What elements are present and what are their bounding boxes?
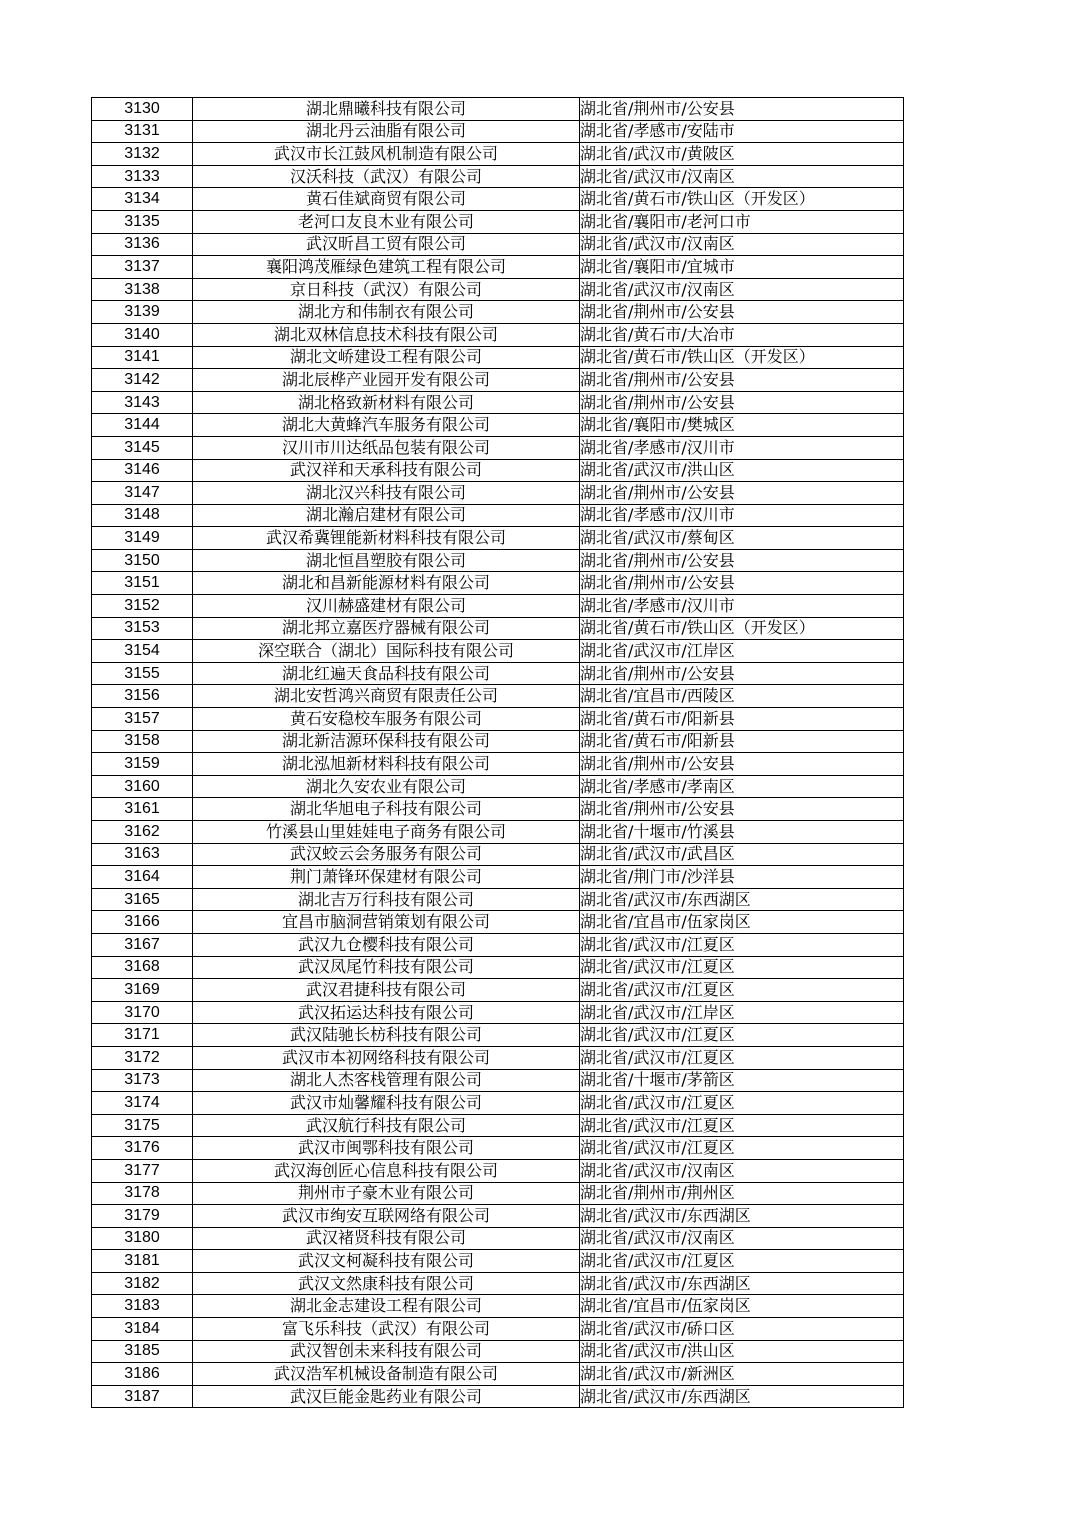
region: 湖北省/孝感市/汉川市	[580, 436, 904, 459]
company-name: 富飞乐科技（武汉）有限公司	[193, 1318, 580, 1341]
row-number: 3130	[92, 98, 193, 121]
row-number: 3164	[92, 866, 193, 889]
company-name: 深空联合（湖北）国际科技有限公司	[193, 640, 580, 663]
table-row	[92, 1114, 904, 1137]
table-row	[92, 414, 904, 437]
table-row	[92, 640, 904, 663]
company-name: 武汉智创未来科技有限公司	[193, 1340, 580, 1363]
row-number: 3177	[92, 1159, 193, 1182]
company-name: 武汉拓运达科技有限公司	[193, 1001, 580, 1024]
table-row	[92, 572, 904, 595]
row-number: 3147	[92, 482, 193, 505]
company-name: 湖北邦立嘉医疗器械有限公司	[193, 617, 580, 640]
row-number: 3169	[92, 979, 193, 1002]
region: 湖北省/荆州市/公安县	[580, 549, 904, 572]
row-number: 3148	[92, 504, 193, 527]
region: 湖北省/武汉市/黄陂区	[580, 143, 904, 166]
company-name: 汉川市川达纸品包装有限公司	[193, 436, 580, 459]
region: 湖北省/荆门市/沙洋县	[580, 866, 904, 889]
table-row	[92, 1001, 904, 1024]
row-number: 3139	[92, 301, 193, 324]
row-number: 3183	[92, 1295, 193, 1318]
table-row	[92, 1182, 904, 1205]
row-number: 3157	[92, 708, 193, 731]
region: 湖北省/武汉市/新洲区	[580, 1363, 904, 1386]
region: 湖北省/武汉市/汉南区	[580, 278, 904, 301]
table-row	[92, 278, 904, 301]
row-number: 3138	[92, 278, 193, 301]
region: 湖北省/武汉市/江岸区	[580, 1001, 904, 1024]
row-number: 3179	[92, 1205, 193, 1228]
region: 湖北省/武汉市/洪山区	[580, 459, 904, 482]
company-name: 湖北金志建设工程有限公司	[193, 1295, 580, 1318]
company-name: 湖北恒昌塑胶有限公司	[193, 549, 580, 572]
region: 湖北省/十堰市/竹溪县	[580, 821, 904, 844]
table-row	[92, 1159, 904, 1182]
company-name: 武汉市闽鄂科技有限公司	[193, 1137, 580, 1160]
company-name: 武汉文然康科技有限公司	[193, 1272, 580, 1295]
company-name: 汉沃科技（武汉）有限公司	[193, 165, 580, 188]
row-number: 3152	[92, 595, 193, 618]
row-number: 3175	[92, 1114, 193, 1137]
row-number: 3149	[92, 527, 193, 550]
company-name: 湖北文峤建设工程有限公司	[193, 346, 580, 369]
region: 湖北省/武汉市/汉南区	[580, 233, 904, 256]
region: 湖北省/荆州市/公安县	[580, 482, 904, 505]
company-name: 武汉希冀锂能新材料科技有限公司	[193, 527, 580, 550]
company-name: 湖北人杰客栈管理有限公司	[193, 1069, 580, 1092]
row-number: 3140	[92, 323, 193, 346]
region: 湖北省/襄阳市/樊城区	[580, 414, 904, 437]
region: 湖北省/荆州市/公安县	[580, 798, 904, 821]
table-row	[92, 323, 904, 346]
row-number: 3187	[92, 1385, 193, 1408]
table-row	[92, 436, 904, 459]
company-name: 武汉褚贤科技有限公司	[193, 1227, 580, 1250]
row-number: 3174	[92, 1092, 193, 1115]
row-number: 3172	[92, 1046, 193, 1069]
row-number: 3150	[92, 549, 193, 572]
region: 湖北省/武汉市/蔡甸区	[580, 527, 904, 550]
row-number: 3166	[92, 911, 193, 934]
table-row	[92, 753, 904, 776]
region: 湖北省/黄石市/铁山区（开发区）	[580, 188, 904, 211]
row-number: 3176	[92, 1137, 193, 1160]
company-name: 武汉陆驰长枋科技有限公司	[193, 1024, 580, 1047]
region: 湖北省/黄石市/阳新县	[580, 708, 904, 731]
row-number: 3144	[92, 414, 193, 437]
company-name: 武汉昕昌工贸有限公司	[193, 233, 580, 256]
row-number: 3184	[92, 1318, 193, 1341]
row-number: 3162	[92, 821, 193, 844]
row-number: 3136	[92, 233, 193, 256]
table-row	[92, 391, 904, 414]
row-number: 3173	[92, 1069, 193, 1092]
region: 湖北省/荆州市/公安县	[580, 301, 904, 324]
region: 湖北省/武汉市/江夏区	[580, 1114, 904, 1137]
region: 湖北省/武汉市/东西湖区	[580, 1272, 904, 1295]
company-name: 武汉市长江鼓风机制造有限公司	[193, 143, 580, 166]
company-name: 湖北鼎曦科技有限公司	[193, 98, 580, 121]
company-name: 湖北安哲鸿兴商贸有限责任公司	[193, 685, 580, 708]
company-name: 湖北和昌新能源材料有限公司	[193, 572, 580, 595]
region: 湖北省/黄石市/大冶市	[580, 323, 904, 346]
region: 湖北省/武汉市/东西湖区	[580, 1205, 904, 1228]
table-row	[92, 188, 904, 211]
company-name: 湖北辰桦产业园开发有限公司	[193, 369, 580, 392]
region: 湖北省/襄阳市/老河口市	[580, 210, 904, 233]
row-number: 3178	[92, 1182, 193, 1205]
region: 湖北省/武汉市/洪山区	[580, 1340, 904, 1363]
table-row	[92, 301, 904, 324]
table-row	[92, 708, 904, 731]
company-name: 湖北新洁源环保科技有限公司	[193, 730, 580, 753]
company-name: 武汉海创匠心信息科技有限公司	[193, 1159, 580, 1182]
company-name: 湖北华旭电子科技有限公司	[193, 798, 580, 821]
company-name: 湖北汉兴科技有限公司	[193, 482, 580, 505]
table-row	[92, 1318, 904, 1341]
row-number: 3170	[92, 1001, 193, 1024]
table-row	[92, 1340, 904, 1363]
table-row	[92, 979, 904, 1002]
company-name: 武汉文柯凝科技有限公司	[193, 1250, 580, 1273]
table-row	[92, 595, 904, 618]
region: 湖北省/孝感市/汉川市	[580, 595, 904, 618]
table-row	[92, 549, 904, 572]
region: 湖北省/黄石市/铁山区（开发区）	[580, 346, 904, 369]
region: 湖北省/襄阳市/宜城市	[580, 256, 904, 279]
table-row	[92, 504, 904, 527]
table-row	[92, 775, 904, 798]
region: 湖北省/宜昌市/西陵区	[580, 685, 904, 708]
table-body	[92, 98, 904, 1408]
table-row	[92, 1250, 904, 1273]
company-name: 武汉祥和天承科技有限公司	[193, 459, 580, 482]
table-row	[92, 956, 904, 979]
table-row	[92, 617, 904, 640]
row-number: 3181	[92, 1250, 193, 1273]
row-number: 3133	[92, 165, 193, 188]
region: 湖北省/武汉市/汉南区	[580, 165, 904, 188]
row-number: 3155	[92, 662, 193, 685]
row-number: 3135	[92, 210, 193, 233]
region: 湖北省/荆州市/公安县	[580, 753, 904, 776]
row-number: 3145	[92, 436, 193, 459]
table-row	[92, 1024, 904, 1047]
row-number: 3182	[92, 1272, 193, 1295]
row-number: 3167	[92, 933, 193, 956]
table-row	[92, 866, 904, 889]
table-row	[92, 1205, 904, 1228]
row-number: 3158	[92, 730, 193, 753]
table-row	[92, 888, 904, 911]
table-row	[92, 346, 904, 369]
region: 湖北省/荆州市/公安县	[580, 572, 904, 595]
row-number: 3151	[92, 572, 193, 595]
table-row	[92, 98, 904, 121]
row-number: 3143	[92, 391, 193, 414]
row-number: 3186	[92, 1363, 193, 1386]
row-number: 3153	[92, 617, 193, 640]
company-name: 湖北方和伟制衣有限公司	[193, 301, 580, 324]
company-name: 武汉九仓樱科技有限公司	[193, 933, 580, 956]
region: 湖北省/孝感市/孝南区	[580, 775, 904, 798]
company-name: 竹溪县山里娃娃电子商务有限公司	[193, 821, 580, 844]
region: 湖北省/武汉市/江夏区	[580, 1250, 904, 1273]
region: 湖北省/武汉市/东西湖区	[580, 1385, 904, 1408]
company-name: 老河口友良木业有限公司	[193, 210, 580, 233]
row-number: 3180	[92, 1227, 193, 1250]
region: 湖北省/武汉市/江夏区	[580, 979, 904, 1002]
region: 湖北省/武汉市/江夏区	[580, 956, 904, 979]
row-number: 3154	[92, 640, 193, 663]
region: 湖北省/宜昌市/伍家岗区	[580, 1295, 904, 1318]
region: 湖北省/荆州市/公安县	[580, 391, 904, 414]
row-number: 3171	[92, 1024, 193, 1047]
table-row	[92, 482, 904, 505]
region: 湖北省/武汉市/硚口区	[580, 1318, 904, 1341]
row-number: 3141	[92, 346, 193, 369]
company-name: 荆门萧锋环保建材有限公司	[193, 866, 580, 889]
company-name: 湖北久安农业有限公司	[193, 775, 580, 798]
table-row	[92, 210, 904, 233]
company-name: 武汉市灿馨耀科技有限公司	[193, 1092, 580, 1115]
company-name: 武汉市本初网络科技有限公司	[193, 1046, 580, 1069]
company-name: 武汉蛟云会务服务有限公司	[193, 843, 580, 866]
table-row	[92, 369, 904, 392]
table-row	[92, 798, 904, 821]
company-name: 武汉航行科技有限公司	[193, 1114, 580, 1137]
region: 湖北省/武汉市/汉南区	[580, 1159, 904, 1182]
region: 湖北省/黄石市/阳新县	[580, 730, 904, 753]
row-number: 3160	[92, 775, 193, 798]
company-name: 黄石佳斌商贸有限公司	[193, 188, 580, 211]
company-name: 湖北吉万行科技有限公司	[193, 888, 580, 911]
company-name: 湖北丹云油脂有限公司	[193, 120, 580, 143]
table-row	[92, 1046, 904, 1069]
row-number: 3165	[92, 888, 193, 911]
table-row	[92, 821, 904, 844]
region: 湖北省/孝感市/汉川市	[580, 504, 904, 527]
region: 湖北省/武汉市/江岸区	[580, 640, 904, 663]
region: 湖北省/武汉市/江夏区	[580, 1024, 904, 1047]
table-row	[92, 1272, 904, 1295]
region: 湖北省/武汉市/江夏区	[580, 1046, 904, 1069]
region: 湖北省/武汉市/东西湖区	[580, 888, 904, 911]
row-number: 3156	[92, 685, 193, 708]
company-name: 武汉君捷科技有限公司	[193, 979, 580, 1002]
region: 湖北省/荆州市/公安县	[580, 98, 904, 121]
row-number: 3137	[92, 256, 193, 279]
table-row	[92, 459, 904, 482]
table-row	[92, 233, 904, 256]
table-row	[92, 1385, 904, 1408]
company-name: 武汉巨能金匙药业有限公司	[193, 1385, 580, 1408]
company-name: 荆州市子豪木业有限公司	[193, 1182, 580, 1205]
region: 湖北省/武汉市/江夏区	[580, 1137, 904, 1160]
company-name: 湖北大黄蜂汽车服务有限公司	[193, 414, 580, 437]
table-row	[92, 256, 904, 279]
company-name: 武汉浩军机械设备制造有限公司	[193, 1363, 580, 1386]
region: 湖北省/武汉市/江夏区	[580, 1092, 904, 1115]
table-row	[92, 165, 904, 188]
row-number: 3163	[92, 843, 193, 866]
table-row	[92, 933, 904, 956]
company-name: 湖北瀚启建材有限公司	[193, 504, 580, 527]
region: 湖北省/武汉市/汉南区	[580, 1227, 904, 1250]
company-name: 湖北格致新材料有限公司	[193, 391, 580, 414]
region: 湖北省/黄石市/铁山区（开发区）	[580, 617, 904, 640]
table-row	[92, 1363, 904, 1386]
table-row	[92, 911, 904, 934]
row-number: 3146	[92, 459, 193, 482]
row-number: 3161	[92, 798, 193, 821]
company-name: 武汉市绚安互联网络有限公司	[193, 1205, 580, 1228]
table-row	[92, 843, 904, 866]
company-name: 宜昌市脑洞营销策划有限公司	[193, 911, 580, 934]
row-number: 3131	[92, 120, 193, 143]
company-name: 黄石安稳校车服务有限公司	[193, 708, 580, 731]
row-number: 3142	[92, 369, 193, 392]
table-row	[92, 1295, 904, 1318]
row-number: 3168	[92, 956, 193, 979]
table-row	[92, 120, 904, 143]
company-name: 湖北红遍天食品科技有限公司	[193, 662, 580, 685]
table-row	[92, 1137, 904, 1160]
table-row	[92, 662, 904, 685]
region: 湖北省/孝感市/安陆市	[580, 120, 904, 143]
table-row	[92, 730, 904, 753]
row-number: 3132	[92, 143, 193, 166]
region: 湖北省/武汉市/武昌区	[580, 843, 904, 866]
table-row	[92, 1227, 904, 1250]
company-name: 襄阳鸿茂雁绿色建筑工程有限公司	[193, 256, 580, 279]
company-name: 京日科技（武汉）有限公司	[193, 278, 580, 301]
table-row	[92, 143, 904, 166]
row-number: 3134	[92, 188, 193, 211]
company-list-table	[91, 97, 904, 1408]
company-name: 湖北双林信息技术科技有限公司	[193, 323, 580, 346]
region: 湖北省/十堰市/茅箭区	[580, 1069, 904, 1092]
table-row	[92, 1092, 904, 1115]
region: 湖北省/荆州市/公安县	[580, 369, 904, 392]
region: 湖北省/宜昌市/伍家岗区	[580, 911, 904, 934]
company-name: 湖北泓旭新材料科技有限公司	[193, 753, 580, 776]
row-number: 3159	[92, 753, 193, 776]
region: 湖北省/武汉市/江夏区	[580, 933, 904, 956]
table-row	[92, 685, 904, 708]
table-row	[92, 1069, 904, 1092]
region: 湖北省/荆州市/公安县	[580, 662, 904, 685]
company-name: 武汉凤尾竹科技有限公司	[193, 956, 580, 979]
row-number: 3185	[92, 1340, 193, 1363]
region: 湖北省/荆州市/荆州区	[580, 1182, 904, 1205]
table-row	[92, 527, 904, 550]
company-name: 汉川赫盛建材有限公司	[193, 595, 580, 618]
